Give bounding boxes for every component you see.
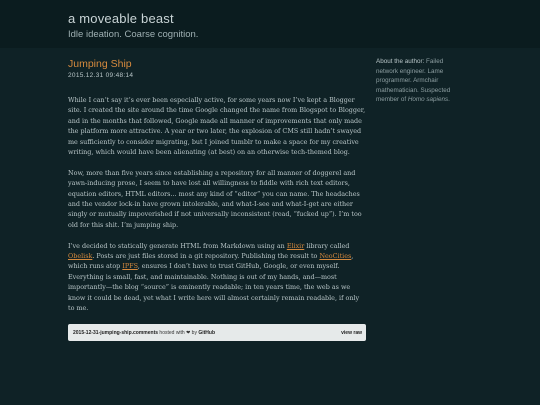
obelisk-link[interactable]: Obelisk [68,252,93,261]
view-raw-link[interactable]: view raw [341,330,362,336]
post-paragraph-1: While I can’t say it’s ever been especially active, for some years now I’ve kept a Blogger site. I created the site around the time Google changed the name from Blogspot to Blogger, and in the months that followed, Google made all manner of improvements that only made the platform more attractive. A year or two later, the explosion of CMS still hadn’t swayed me sufficiently to consider migrating, but I joined tumblr to make a space for my creative writing, which would have been alienating (at best) on an otherwise tech-themed blog. [68,96,366,157]
about-text: Failed network engineer. Lame programmer. Armchair mathematician. Suspected member of [376,58,451,104]
site-subtitle: Idle ideation. Coarse cognition. [68,29,199,40]
site-title[interactable]: a moveable beast [68,11,174,26]
hosted-with-text: hosted with ❤ by [158,330,199,336]
post [68,58,366,324]
sidebar-about [376,57,466,105]
github-link[interactable]: GitHub [198,330,216,336]
paragraph-text: . Posts are just files stored in a git repository. Publishing the result to [92,252,320,261]
post-paragraph-3 [68,241,366,314]
ipfs-link[interactable]: IPFS [122,262,138,271]
about-text-end: . [448,96,450,104]
comments-embed-bar [68,324,366,341]
about-emphasis: Homo sapiens [407,96,449,104]
post-date: 2015.12.31 09:48:14 [68,72,134,79]
about-label: About the author: [376,58,425,65]
neocities-link[interactable]: NeoCities [319,252,352,261]
site-header [0,0,540,48]
post-paragraph-2: Now, more than five years since establishing a repository for all manner of doggerel and yawn-inducing prose, I seem to have lost all willingness to fiddle with rich text editors, equation editors, HTML editors... most any kind of “editor” you can name. The headaches and the vendor lock-in have grown intolerable, and what-I-see and what-I-get are either singly or mutually impoverished if not universally inconsistent (read, “fucked up”). I’m too old for this shit. I’m jumping ship. [68,168,362,229]
post-title-link[interactable]: Jumping Ship [68,58,132,70]
paragraph-text: , ensures I don’t have to trust GitHub, Google, or even myself. Everything is small, fast, and maintainable. Nothing is out of my hands, and—most importantly—the blog “source” is eminently readable; in ten years time, the web as we know it could be dead, yet what I write here will almost certainly remain readable, if only to me. [68,262,360,313]
paragraph-text: library called [304,241,350,250]
comments-embed-meta [73,330,215,336]
post-body [68,95,366,314]
comments-thread-link[interactable]: 2015-12-31-jumping-ship.comments [73,330,159,336]
paragraph-text: , which runs atop [68,252,354,271]
elixir-link[interactable]: Elixir [286,241,305,250]
paragraph-text: I’ve decided to statically generate HTML from Markdown using an [68,241,287,250]
